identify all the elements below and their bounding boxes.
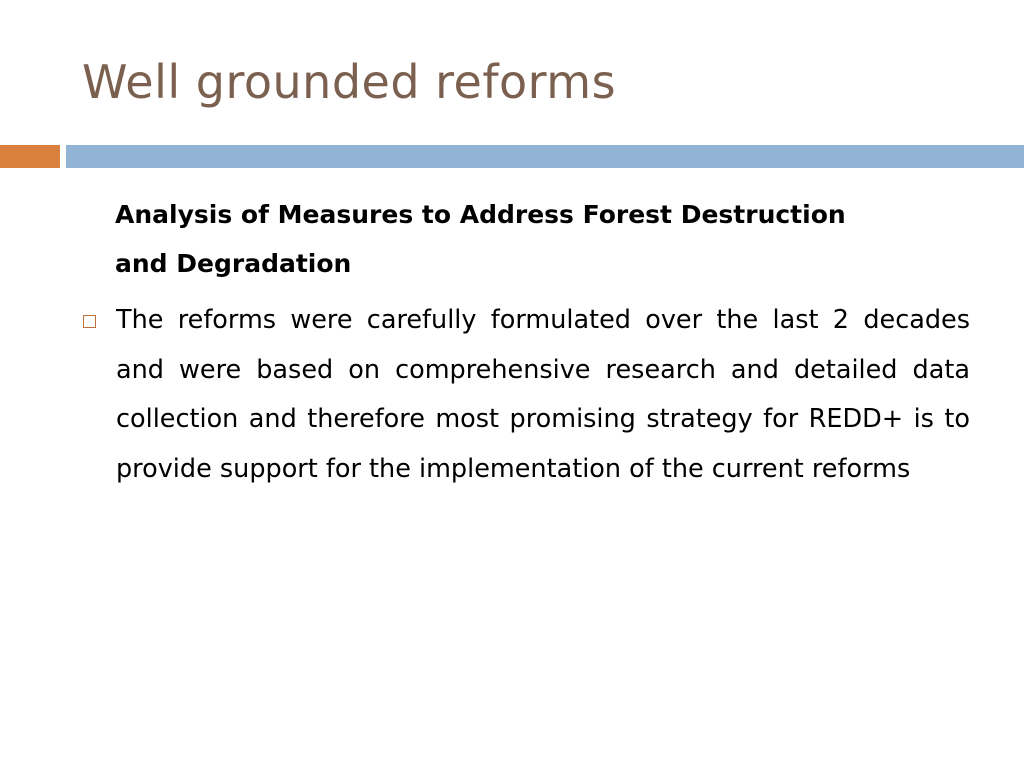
bullet-item [82, 296, 970, 494]
slide-title: Well grounded reforms [82, 55, 617, 109]
bullet-list [82, 296, 970, 494]
slide-subheading: Analysis of Measures to Address Forest Destruction and Degradation [115, 200, 846, 278]
hollow-square-bullet-icon [83, 315, 96, 328]
bullet-text: The reforms were carefully formulated over the last 2 decades and were based on comprehensive research and detailed data collection and therefore most promising strategy for REDD+ is to provide support for the implementation of the current reforms [116, 305, 970, 484]
title-accent-bar [0, 145, 60, 168]
title-divider-bar [66, 145, 1024, 168]
